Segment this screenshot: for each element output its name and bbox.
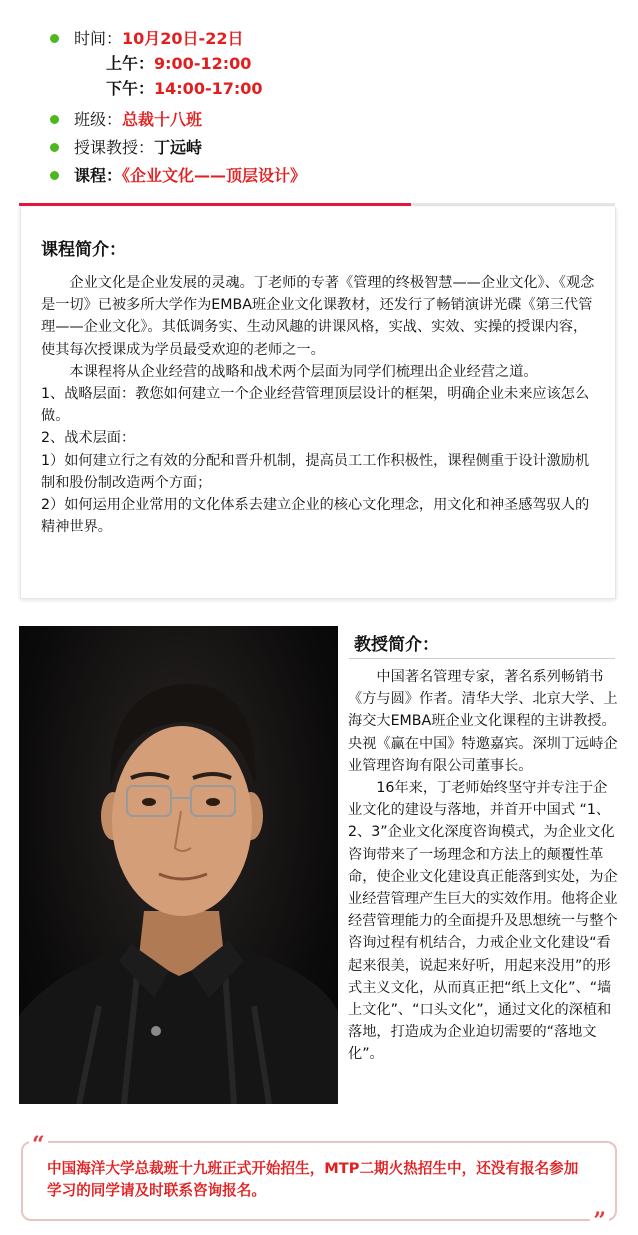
enrollment-banner bbox=[21, 1132, 617, 1234]
course-paragraph: 2）如何运用企业常用的文化体系去建立企业的核心文化理念，用文化和神圣感驾驭人的精神世界。 bbox=[41, 497, 590, 536]
professor-paragraph: 16年来，丁老师始终坚守并专注于企业文化的建设与落地，并首开中国式 “1、2、3”企业文化深度咨询模式，为企业文化咨询带来了一场理念和方法上的颠覆性革命，使企业文化建设真正能落到实处，为企业经营管理产生巨大的实效作用。他将企业经营管理能力的全面提升及思想统一与整个咨询过程有机结合，力戒企业文化建设“看起来很美，说起来好听，用起来没用”的形式主义文化，从而真正把“纸上文化”、“墙上文化”、“口头文化”，通过文化的深植和落地，打造成为企业迫切需要的“落地文化”。 bbox=[348, 780, 618, 1063]
bullet-icon bbox=[50, 171, 59, 180]
morning-row bbox=[50, 51, 610, 76]
bullet-icon bbox=[50, 115, 59, 124]
time-row bbox=[50, 26, 610, 51]
professor-intro-underline bbox=[349, 658, 615, 659]
course-value: 《企业文化——顶层设计》 bbox=[122, 166, 307, 185]
bullet-icon bbox=[50, 143, 59, 152]
section-divider bbox=[19, 203, 615, 206]
course-label: 课程： bbox=[74, 166, 123, 185]
professor-intro-title: 教授简介： bbox=[354, 635, 439, 655]
afternoon-value: 14:00-17:00 bbox=[154, 79, 263, 98]
divider-accent bbox=[19, 203, 411, 206]
afternoon-row bbox=[50, 76, 610, 101]
course-paragraph: 1、战略层面：教您如何建立一个企业经营管理顶层设计的框架，明确企业未来应该怎么做。 bbox=[41, 386, 590, 425]
teacher-value: 丁远峙 bbox=[154, 138, 203, 157]
afternoon-label: 下午： bbox=[106, 79, 155, 98]
enrollment-text: 中国海洋大学总裁班十九班正式开始招生，MTP二期火热招生中，还没有报名参加学习的同学请及时联系咨询报名。 bbox=[47, 1160, 579, 1199]
course-paragraph: 企业文化是企业发展的灵魂。丁老师的专著《管理的终极智慧——企业文化》、《观念是一切》已被多所大学作为EMBA班企业文化课教材，还发行了畅销演讲光碟《第三代管理——企业文化》。其低调务实、生动风趣的讲课风格，实战、实效、实操的授课内容，使其每次授课成为学员最受欢迎的老师之一。 bbox=[41, 275, 595, 358]
time-value: 10月20日-22日 bbox=[122, 29, 244, 48]
bullet-icon bbox=[50, 34, 59, 43]
course-intro-body bbox=[41, 272, 601, 538]
class-info bbox=[50, 26, 610, 188]
professor-photo bbox=[19, 626, 338, 1104]
professor-portrait-illustration bbox=[19, 626, 338, 1104]
morning-label: 上午： bbox=[106, 54, 155, 73]
course-intro-title: 课程简介： bbox=[41, 240, 126, 260]
course-paragraph: 2、战术层面： bbox=[41, 430, 136, 447]
open-quote-icon: “ bbox=[29, 1134, 48, 1156]
professor-paragraph: 中国著名管理专家，著名系列畅销书《方与圆》作者。清华大学、北京大学、上海交大EMBA班企业文化课程的主讲教授。央视《赢在中国》特邀嘉宾。深圳丁远峙企业管理咨询有限公司董事长。 bbox=[348, 669, 618, 774]
class-value: 总裁十八班 bbox=[122, 110, 203, 129]
course-row bbox=[50, 163, 610, 188]
course-intro-card bbox=[20, 207, 616, 599]
teacher-row bbox=[50, 135, 610, 160]
close-quote-icon: ” bbox=[590, 1210, 609, 1232]
morning-value: 9:00-12:00 bbox=[154, 54, 252, 73]
course-paragraph: 本课程将从企业经营的战略和战术两个层面为同学们梳理出企业经营之道。 bbox=[69, 363, 538, 380]
class-row bbox=[50, 107, 610, 132]
professor-intro-body bbox=[348, 666, 620, 1066]
time-label: 时间： bbox=[74, 29, 123, 48]
teacher-label: 授课教授： bbox=[74, 138, 155, 157]
course-paragraph: 1）如何建立行之有效的分配和晋升机制，提高员工工作积极性，课程侧重于设计激励机制和股份制改造两个方面； bbox=[41, 452, 590, 491]
class-label: 班级： bbox=[74, 110, 123, 129]
